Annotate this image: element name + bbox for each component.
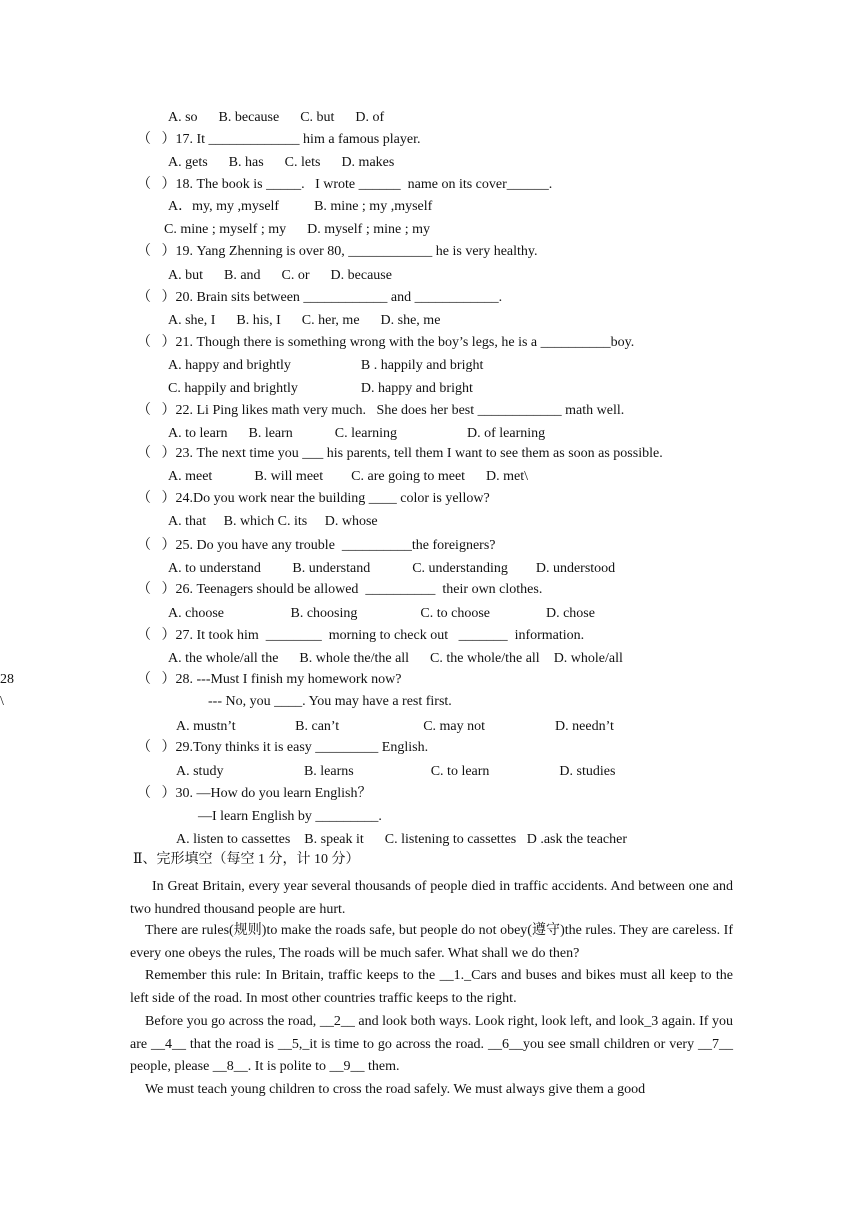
margin-mark: 28 xyxy=(0,672,14,687)
paragraph: There are rules(规则)to make the roads safe, but people do not obey(遵守)the rules. They are careless. If every one obeys the rules, The roads will be much safer. What shall we do then? xyxy=(130,923,733,961)
options-line: A. choose B. choosing C. to choose D. chose xyxy=(168,606,595,621)
question-26: （ ）26. Teenagers should be allowed __________ their own clothes. xyxy=(137,582,543,597)
options-line: A. mustn’t B. can’t C. may not D. needn’t xyxy=(176,719,614,734)
question-18: （ ）18. The book is _____. I wrote ______ name on its cover______. xyxy=(137,177,553,192)
answer-line: —I learn English by _________. xyxy=(198,809,382,824)
options-line: C. happily and brightly D. happy and bright xyxy=(168,381,473,396)
paragraph: Before you go across the road, __2__ and look both ways. Look right, look left, and look_3 again. If you are __4__ that the road is __5,_it is time to go across the road. __6__you see small children or very __7__ people, please __8__. It is polite to __9__ them. xyxy=(130,1014,733,1074)
paragraph: We must teach young children to cross the road safely. We must always give them a good xyxy=(145,1082,646,1097)
options-line: A. to understand B. understand C. understanding D. understood xyxy=(168,561,616,576)
options-line: A. that B. which C. its D. whose xyxy=(168,514,378,529)
question-19: （ ）19. Yang Zhenning is over 80, ____________ he is very healthy. xyxy=(137,244,538,259)
question-21: （ ）21. Though there is something wrong with the boy’s legs, he is a __________boy. xyxy=(137,335,635,350)
options-line: A. she, I B. his, I C. her, me D. she, me xyxy=(168,313,441,328)
options-line: A. the whole/all the B. whole the/the all C. the whole/the all D. whole/all xyxy=(168,651,623,666)
options-line: A．my, my ,myself B. mine ; my ,myself xyxy=(168,199,433,214)
question-24: （ ）24.Do you work near the building ____ color is yellow? xyxy=(137,491,490,506)
options-line: A. study B. learns C. to learn D. studies xyxy=(176,764,616,779)
options-line: A. gets B. has C. lets D. makes xyxy=(168,155,395,170)
question-23: （ ）23. The next time you ___ his parents, tell them I want to see them as soon as possible. xyxy=(137,446,663,461)
paragraph: Remember this rule: In Britain, traffic keeps to the __1._Cars and buses and bikes must all keep to the left side of the road. In most other countries traffic keeps to the right. xyxy=(130,968,733,1006)
options-line: A. so B. because C. but D. of xyxy=(168,110,385,125)
options-line: A. meet B. will meet C. are going to meet D. met\ xyxy=(168,469,529,484)
question-25: （ ）25. Do you have any trouble __________the foreigners? xyxy=(137,538,496,553)
question-28: （ ）28. ---Must I finish my homework now? xyxy=(137,672,402,687)
options-line: C. mine ; myself ; my D. myself ; mine ; my xyxy=(164,222,430,237)
section-title: Ⅱ、完形填空（每空 1 分，计 10 分） xyxy=(133,852,360,867)
question-27: （ ）27. It took him ________ morning to check out _______ information. xyxy=(137,628,585,643)
question-20: （ ）20. Brain sits between ____________ and ____________. xyxy=(137,290,503,305)
options-line: A. to learn B. learn C. learning D. of learning xyxy=(168,426,546,441)
options-line: A. listen to cassettes B. speak it C. listening to cassettes D .ask the teacher xyxy=(176,832,628,847)
question-29: （ ）29.Tony thinks it is easy _________ English. xyxy=(137,740,429,755)
margin-mark: \ xyxy=(0,694,4,709)
options-line: A. happy and brightly B . happily and bright xyxy=(168,358,484,373)
question-22: （ ）22. Li Ping likes math very much. She does her best ____________ math well. xyxy=(137,403,625,418)
paragraph: In Great Britain, every year several thousands of people died in traffic accidents. And between one and two hundred thousand people are hurt. xyxy=(130,879,733,917)
options-line: A. but B. and C. or D. because xyxy=(168,268,392,283)
question-30: （ ）30. —How do you learn English？ xyxy=(137,786,372,801)
question-17: （ ）17. It _____________ him a famous player. xyxy=(137,132,421,147)
answer-line: --- No, you ____. You may have a rest first. xyxy=(208,694,452,709)
